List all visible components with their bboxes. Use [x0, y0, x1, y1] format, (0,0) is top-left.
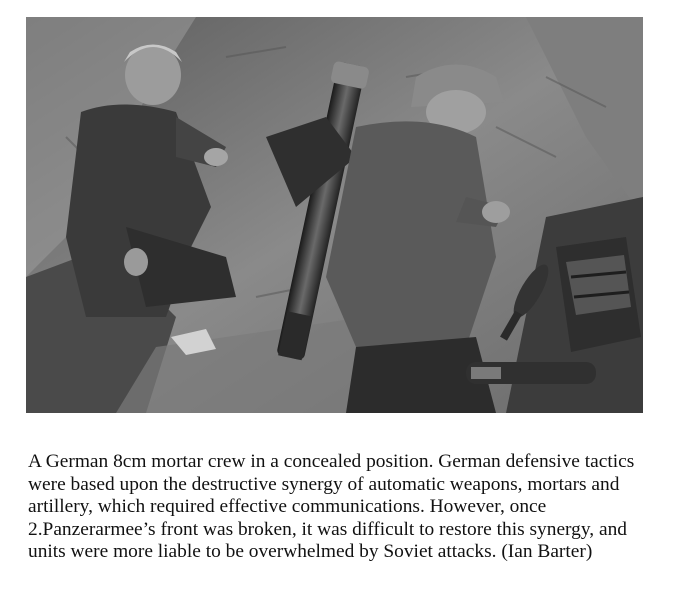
photo-caption: A German 8cm mortar crew in a concealed position. German defensive tactics were based upon the destructive synergy of automatic weapons, mortars and artillery, which required effective communications. However, once 2.Panzerarmee’s front was broken, it was difficult to restore this synergy, and units were more liable to be overwhelmed by Soviet attacks. (Ian Barter) [28, 451, 635, 563]
mortar-crew-photo [26, 17, 643, 413]
